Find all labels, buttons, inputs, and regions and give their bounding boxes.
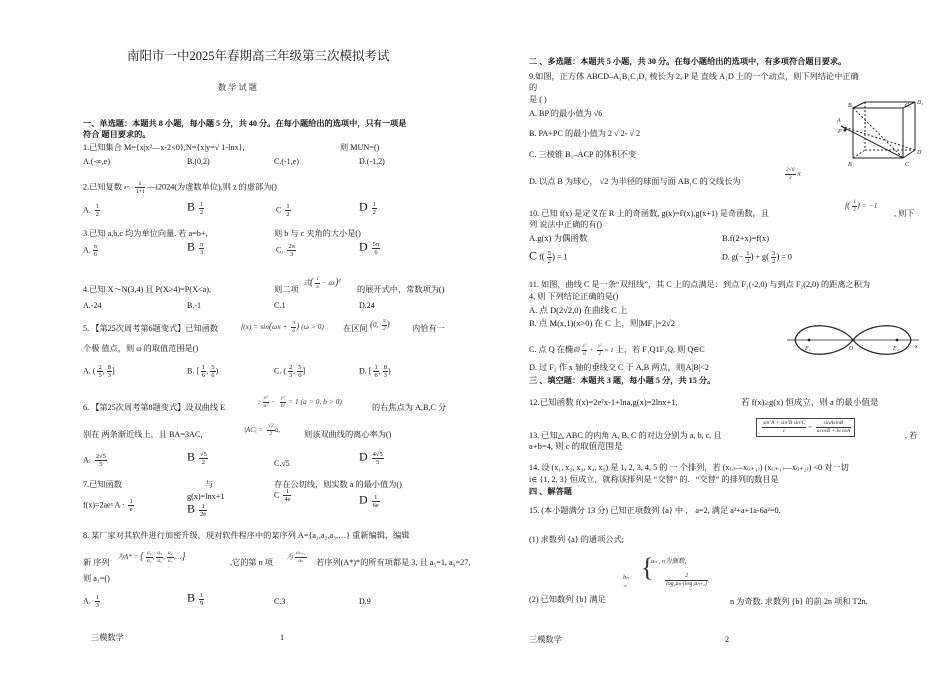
section-2-heading: 二 、多选题：本题共 5 小题，共 30 分。在每小题给出的选项中，有多项符合题目要求。 (529, 57, 847, 66)
q13-line2: a+b=4, 则 c 的取值范围是 (529, 441, 623, 451)
q6-option-b-letter: B (187, 449, 196, 464)
q2-label: 2.已知复数 (83, 182, 122, 192)
q3-option-a-value: $\frac{\pi}{6}$ (93, 243, 98, 258)
svg-text:C: C (905, 162, 910, 168)
q7-text2: 与 (205, 480, 214, 489)
exam-title: 南阳市一中2025年春期高三年级第三次模拟考试 (127, 49, 390, 63)
svg-text:D₁: D₁ (917, 100, 924, 106)
q3-option-b-value: $\frac{\pi}{3}$ (200, 241, 204, 256)
q6-option-c: C.√5 (274, 459, 290, 468)
page-number-1: 1 (280, 633, 285, 642)
q6-option-d: D $\frac{4√5}{5}$ (359, 449, 383, 466)
q6-option-a: A. $\frac{2√5}{5}$ (83, 453, 106, 468)
q4-text3: 的展开式中，常数项为() (357, 285, 445, 294)
q10-option-c-letter: C (529, 248, 538, 263)
q7-option-c: C $\frac{1}{4e}$ (274, 488, 291, 503)
q8-option-c: C.3 (274, 597, 286, 606)
q12-text: 12.已知函数 f(x)=2e²x-1+lna,g(x)=2lnx+1, (529, 397, 678, 407)
footer-left: 三模数学 (91, 633, 124, 642)
section-4-heading: 四 、解答题 (529, 487, 572, 496)
q2-option-a-value: $\frac{1}{2}$ (95, 203, 100, 218)
q6-text2: 的右焦点为 A,B,C 分 (372, 403, 447, 412)
q5-interval: (0, $\frac{\pi}{2}$ ) (370, 318, 390, 332)
q3-option-c (276, 243, 296, 258)
q10-option-b: B.f(2+x)=f(x) (722, 233, 770, 243)
q2-fraction (135, 180, 146, 195)
q3-option-d (359, 241, 380, 256)
q14-line1: 14. 设 (x₁, x₂, x₃, x₄, x₅) 是 1, 2, 3, 4, 5 的 一 个排列，若 (x₍ᵢ₎—x₍ᵢ₊₁₎) (x₍ᵢ₊₁₎—x₍ᵢ₊₂₎) <0 对一切 (529, 463, 849, 472)
q9-option-d-value: $\frac{2√6}{3}$ π (786, 167, 801, 181)
q1-option-d: D.(-1,2) (359, 157, 385, 166)
q13-line1b: , 若 (905, 431, 918, 440)
q2-fraction-num: i (135, 180, 146, 188)
q5-text: 5. 【第25次周考第6题变式】已知函数 (83, 324, 219, 333)
section-1-heading-line2: 符合 题目要求的。 (83, 130, 151, 139)
q2-text2: —i2024(为虚数单位),则 z 的虚部为() (147, 182, 277, 192)
q11-option-c: C. 点 Q 在椭圆 $\frac{\text{x²}}{6}$ + $\frac{\text{y²}}{2}$ = 1 上，若 F₁Q1F₂Q, 则 Q∈C (529, 344, 705, 357)
q3-option-b-letter: B (187, 239, 196, 254)
q7-option-b: B $\frac{1}{2e}$ (187, 501, 207, 518)
section-1-heading-line1: 一、单选题：本题共 8 小题，每小题 5 分，共 40 分。在每小题给出的选项中，只有一项是 (83, 119, 407, 128)
q1-text: 1.已知集合 M={x|x²—x-2<0},N={x|y=√ 1-lnx}, (83, 143, 245, 152)
q8-sequence-formula: 为A* = { $\frac{\text{a₂}}{\text{a₁}}$ , $\frac{\text{a₃}}{\text{a₂}}$ , $\frac{\text{a₄}}{\text{a₃}}$ ,…} (117, 550, 186, 564)
q5-line2: 个极 值点，则 ω 的取值范围是() (83, 344, 199, 353)
footer-right: 三模数学 (529, 635, 562, 644)
q13-line1a: 13. 已知△ ABC 的内角 A, B, C 的对边分别为 a, b, c, 且 (529, 431, 722, 440)
q3-option-a (83, 243, 98, 258)
q9-line1: 9.如图，正方体 ABCD–A₁B₁C₁D₁ 棱长为 2, P 是 直线 A₁D 上的一个动点，则下列结论中正确 (529, 72, 859, 81)
q8-line1: 8. 某厂家对其软件进行加密升级，现对软件程序中的某序列 A={a₁,a₂,a₃,…} 重新编辑，编辑 (83, 531, 410, 540)
exam-subtitle: 数 学 试 题 (218, 83, 257, 92)
q7-f-and-option-a: f(x)=2aeˣ A · $\frac{1}{e}$ (83, 498, 133, 513)
q4-option-b: B.-1 (187, 301, 201, 310)
q9-line3: 是 ( ) (529, 95, 547, 104)
q10-option-d-letter: D. (722, 252, 730, 262)
q6-ac-formula: |AC| = $\frac{√2}{2}$ a, (244, 423, 281, 437)
page-2: 二 、多选题：本题共 5 小题，共 30 分。在每小题给出的选项中，有多项符合题目要求。 9.如图，正方体 ABCD–A₁B₁C₁D₁ 棱长为 2, P 是 直线 A₁D 上的一个动点，则下列结论中正确 的 是 ( ) A. BP 的最小值为 √6 B. PA+PC 的最小值为 2 √ 2- √ 2 C. 三棱锥 B₁–ACP 的体积不变 D. 以点 B 为球心， √2 为半径的球面与面 AB₁C 的交线长为 $\frac{2√6}{3}$ π B₁ C₁ D₁ A P B C D 10. 已知 f(x) 是定义在 R 上的奇函数, g(x)=f'(x),g(x+1) 是奇函数，且 f( $\frac{1}{2}$ ) = −1 , 则下 列 说法中正确的有() A.g(x) 为偶函数 B.f(2+x)=f(x) C f( $\frac{5}{2}$ ) = 1 D. g(− $\frac{1}{2}$ ) + g( $\frac{3}{2}$ ) = 0 11. 如图，曲线 C 是一条“双纽线”，其 C 上的点满足：到点 F₁(-2,0) 与到点 F₂(2,0) 的距离之积为 4, 则 下列结论正确的是() A. 点 D(2√2,0) 在曲线 C 上 B. 点 M(x,1)(x>0) 在 C 上，则|MF₁|=2√2 C. 点 Q 在椭圆 $\frac{\text{x²}}{6}$ + $\frac{\text{y²}}{2}$ = 1 上，若 F₁Q1F₂Q, 则 Q∈C D. 过 F₂ 作 x 轴的垂线交 C 于 A,B 两点，则|A|B|<2 F₁ O F₂ x 三 、填空题：本题共 3 题，每小题 5 分，共 15 分。 12.已知函数 f(x)=2e²x-1+lna,g(x)=2lnx+1, 若 f(x)≥g(x) 恒成立，则 a 的最小值是 13. 已知△ ABC 的内角 A, B, C 的对边分别为 a, b, c, 且 $\frac{\text{sin²A + sin²B sin²C}}{c}$ = $\frac{\text{sinAsinB}}{acosB + bcosA}$ , 若 a+b=4, 则 c 的取值范围是 14. 设 (x₁, x₂, x₃, x₄, x₅) 是 1, 2, 3, 4, 5 的 一 个排列，若 (x₍ᵢ₎—x₍ᵢ₊₁₎) (x₍ᵢ₊₁₎—x₍ᵢ₊₂₎) <0 对一切 i∈ {1, 2, 3} 恒成立，就称该排列是 “交替” 的．“交替” 的排列的数目是 四 、解答题 15. (本小题满分 13 分) 已知正项数列 {a} 中 ， a=2, 满足 a²+a+1a-6a²=0. (1) 求数列 {a} 的通项公式; (2) 已知数列 {b} 满足 bₙ = { aₙ , n为偶数, $\frac{2}{\text{log₂aₙ·(log₂aₙ₊₂)}}$ , n 为奇数. 求数列 {b} 的前 2n 项和 T2n. 三模数学 2 (475, 0, 950, 675)
q8-option-a: A. $\frac{1}{3}$ (83, 594, 100, 609)
q5-function-formula: f(x) = sin(ωx + $\frac{\pi}{6}$ ) (ω > 0) (241, 320, 324, 334)
q5-option-d: D. [ $\frac{1}{6}$ , $\frac{8}{3}$ ) (359, 364, 391, 379)
q5-option-b-letter: B. (187, 366, 195, 376)
q7-option-d: D $\frac{1}{6e}$ (359, 492, 379, 509)
q2-option-b-letter: B (187, 199, 196, 214)
q13-condition-formula: $\frac{\text{sin²A + sin²B sin²C}}{c}$ = $\frac{\text{sinAsinB}}{acosB + bcosA}$ (756, 418, 855, 437)
q3-option-c-letter: C. (276, 245, 284, 255)
q15-part2a: (2) 已知数列 {b} 满足 (529, 595, 606, 604)
svg-text:B: B (848, 162, 852, 168)
q3-text: 3.已知 a,b,c 均为单位向量. 若 a=b+, (83, 229, 208, 238)
q4-option-c: C.1 (274, 301, 286, 310)
q5-option-c: C. ( $\frac{2}{3}$ , $\frac{5}{6}$ ] (274, 364, 306, 379)
q4-option-a: A.-24 (83, 301, 102, 310)
q4-option-d: D.24 (359, 301, 375, 310)
q6-hyperbola-formula: : $\frac{\text{x²}}{\text{a²}}$ − $\frac{\text{y²}}{\text{b²}}$ = 1 (a > 0, b > 0) (258, 395, 342, 409)
q6-option-a-letter: A. (83, 455, 91, 465)
q11-option-d: D. 过 F₂ 作 x 轴的垂线交 C 于 A,B 两点，则|A|B|<2 (529, 363, 710, 372)
q8-nth-term: 为 $\frac{\text{aₙ₊₁}}{\text{aₙ}}$ (286, 550, 306, 564)
q8-option-b-letter: B (187, 590, 196, 605)
q2-option-b (187, 201, 204, 216)
q2-option-b-value: $\frac{1}{2}$ (200, 201, 204, 216)
q11-option-a: A. 点 D(2√2,0) 在曲线 C 上 (529, 305, 628, 315)
q11-line2: 4, 则 下列结论正确的是() (529, 292, 619, 301)
q8-line2c: 若序列(A*)*的所有项都是 3, 且 a₅=1, a₉=27, (316, 558, 471, 567)
q10-line2: 列 说法中正确的有() (529, 220, 603, 229)
q2-option-d (359, 201, 377, 216)
svg-text:B₁: B₁ (848, 103, 854, 109)
q2-option-d-value: $\frac{1}{2}$ (372, 201, 376, 216)
q11-option-c-part2: 上，若 F₁Q1F₂Q, 则 Q∈C (615, 344, 705, 354)
q1-option-c: C.(-1,e) (274, 157, 299, 166)
q15-part1: (1) 求数列 {a} 的通项公式; (529, 535, 624, 544)
q3-option-a-letter: A. (83, 245, 91, 255)
svg-text:C₁: C₁ (905, 103, 912, 109)
q3-option-d-value: $\frac{5\pi}{6}$ (372, 241, 380, 256)
q7-option-d-letter: D (359, 492, 368, 507)
q7-text3: 存在公切线，则实数 a 的最小值为() (274, 480, 402, 489)
q2-option-c (276, 203, 291, 218)
q3-text2: 则 b 与 c 夹角的大小是() (274, 229, 361, 238)
q6-text4: 则该双曲线的离心率为() (304, 430, 392, 439)
q8-option-b: B $\frac{1}{9}$ (187, 590, 204, 607)
q10-line1: 10. 已知 f(x) 是定义在 R 上的奇函数, g(x)=f'(x),g(x+1) 是奇函数，且 (529, 209, 769, 218)
svg-text:O: O (849, 346, 854, 352)
q15-part2b: n 为奇数. 求数列 {b} 的前 2n 项和 T2n. (730, 597, 868, 606)
svg-text:P: P (838, 129, 842, 135)
q7-option-c-letter: C (274, 490, 280, 500)
page-number-2: 2 (725, 635, 730, 644)
q4-binomial-formula: 式( $\frac{1}{x}$ − ax)$^4$ (303, 276, 341, 290)
q9-option-b: B. PA+PC 的最小值为 2 √ 2- √ 2 (529, 129, 641, 138)
q2-option-c-letter: C (276, 205, 282, 215)
q11-option-c-part1: C. 点 Q 在椭 (529, 344, 574, 354)
q1-option-a: A.(-∞,e) (83, 157, 111, 166)
q1-option-b: B.(0,2) (187, 157, 210, 166)
q3-option-c-value: $\frac{2\pi}{3}$ (288, 243, 295, 258)
q3-option-d-letter: D (359, 239, 368, 254)
q15-line1: 15. (本小题满分 13 分) 已知正项数列 {a} 中 ， a=2, 满足 a²+a+1a-6a²=0. (529, 506, 781, 515)
cube-diagram (835, 100, 935, 168)
q5-option-d-letter: D. (359, 366, 367, 376)
q4-text2: 则二项 (274, 285, 299, 294)
section-3-heading: 三 、填空题：本题共 3 题，每小题 5 分，共 15 分。 (529, 376, 716, 385)
q2-option-c-value: $\frac{1}{2}$ (286, 203, 290, 218)
q14-line2: i∈ {1, 2, 3} 恒成立，就称该排列是 “交替” 的．“交替” 的排列的数目是 (529, 475, 779, 484)
q9-option-d: D. 以点 B 为球心， √2 为半径的球面与面 AB₁C 的交线长为 (529, 177, 741, 186)
q2-option-a-letter: A. (83, 205, 91, 215)
q8-line3: 则 a₁=() (83, 574, 110, 583)
lemniscate-diagram (785, 312, 921, 362)
q10-option-a: A.g(x) 为偶函数 (529, 233, 588, 243)
q6-line2: 别在 两条渐近线上，且 BA=3AC, (83, 430, 203, 439)
q5-text2: 在区间 (343, 324, 368, 333)
q7-f-function: f(x)=2aeˣ A (83, 500, 120, 510)
q6-text: 6. 【第25次周考第8题变式】设双曲线 E (83, 403, 226, 412)
q2-formula: z= (123, 184, 131, 192)
svg-text:A: A (837, 118, 841, 124)
q2-option-d-letter: D (359, 199, 368, 214)
q5-option-a-letter: A. (83, 366, 91, 376)
q8-option-a-letter: A. (83, 596, 91, 606)
q9-option-c: C. 三棱锥 B₁–ACP 的体积不变 (529, 150, 637, 159)
svg-text:D: D (917, 150, 922, 156)
q5-option-a: A. ( $\frac{2}{3}$ , $\frac{8}{3}$ ] (83, 364, 115, 379)
svg-text:x: x (915, 344, 918, 350)
q10-condition: f( $\frac{1}{2}$ ) = −1 (845, 199, 878, 213)
q9-line2: 的 (529, 83, 538, 92)
q5-text3: 内恰有一 (412, 324, 445, 333)
q12-text2: 若 f(x)≥g(x) 恒成立，则 a 的最小值是 (741, 397, 879, 407)
q11-line1: 11. 如图，曲线 C 是一条“双纽线”，其 C 上的点满足：到点 F₁(-2,0) 与到点 F₂(2,0) 的距离之积为 (529, 280, 871, 289)
svg-text:F₂: F₂ (893, 346, 899, 352)
q2-text (83, 180, 277, 195)
q1-text2: 则 MUN=() (340, 143, 380, 152)
q4-text: 4.已知 X～N(3,4) 且 P(X>4)=P(X<a), (83, 285, 212, 294)
q6-option-b: B $\frac{√5}{2}$ (187, 449, 207, 466)
q2-fraction-den: 1+i (135, 188, 145, 195)
q10-line1b: , 则下 (894, 209, 915, 218)
q7-text: 7.已知函数 (83, 480, 122, 489)
svg-text:F₁: F₁ (805, 346, 811, 352)
q8-option-d: D.9 (359, 597, 371, 606)
q5-option-c-letter: C. (274, 366, 282, 376)
q3-option-b (187, 241, 204, 256)
q7-option-b-letter: B (187, 501, 196, 516)
q8-line2a: 新 序列 (83, 558, 110, 567)
q6-option-d-letter: D (359, 449, 368, 464)
q10-option-d: D. g(− $\frac{1}{2}$ ) + g( $\frac{3}{2}$ ) = 0 (722, 250, 792, 265)
q10-option-c: C f( $\frac{5}{2}$ ) = 1 (529, 248, 568, 265)
q7-g-function: g(x)=lnx+1 (187, 492, 225, 501)
q9-option-a: A. BP 的最小值为 √6 (529, 109, 603, 118)
q11-option-b: B. 点 M(x,1)(x>0) 在 C 上，则|MF₁|=2√2 (529, 318, 675, 328)
q2-option-a (83, 203, 100, 218)
q8-line2b: ,它的第 n 项 (230, 558, 273, 567)
q5-option-b: B. [ $\frac{1}{6}$ , $\frac{5}{6}$ ) (187, 364, 219, 379)
